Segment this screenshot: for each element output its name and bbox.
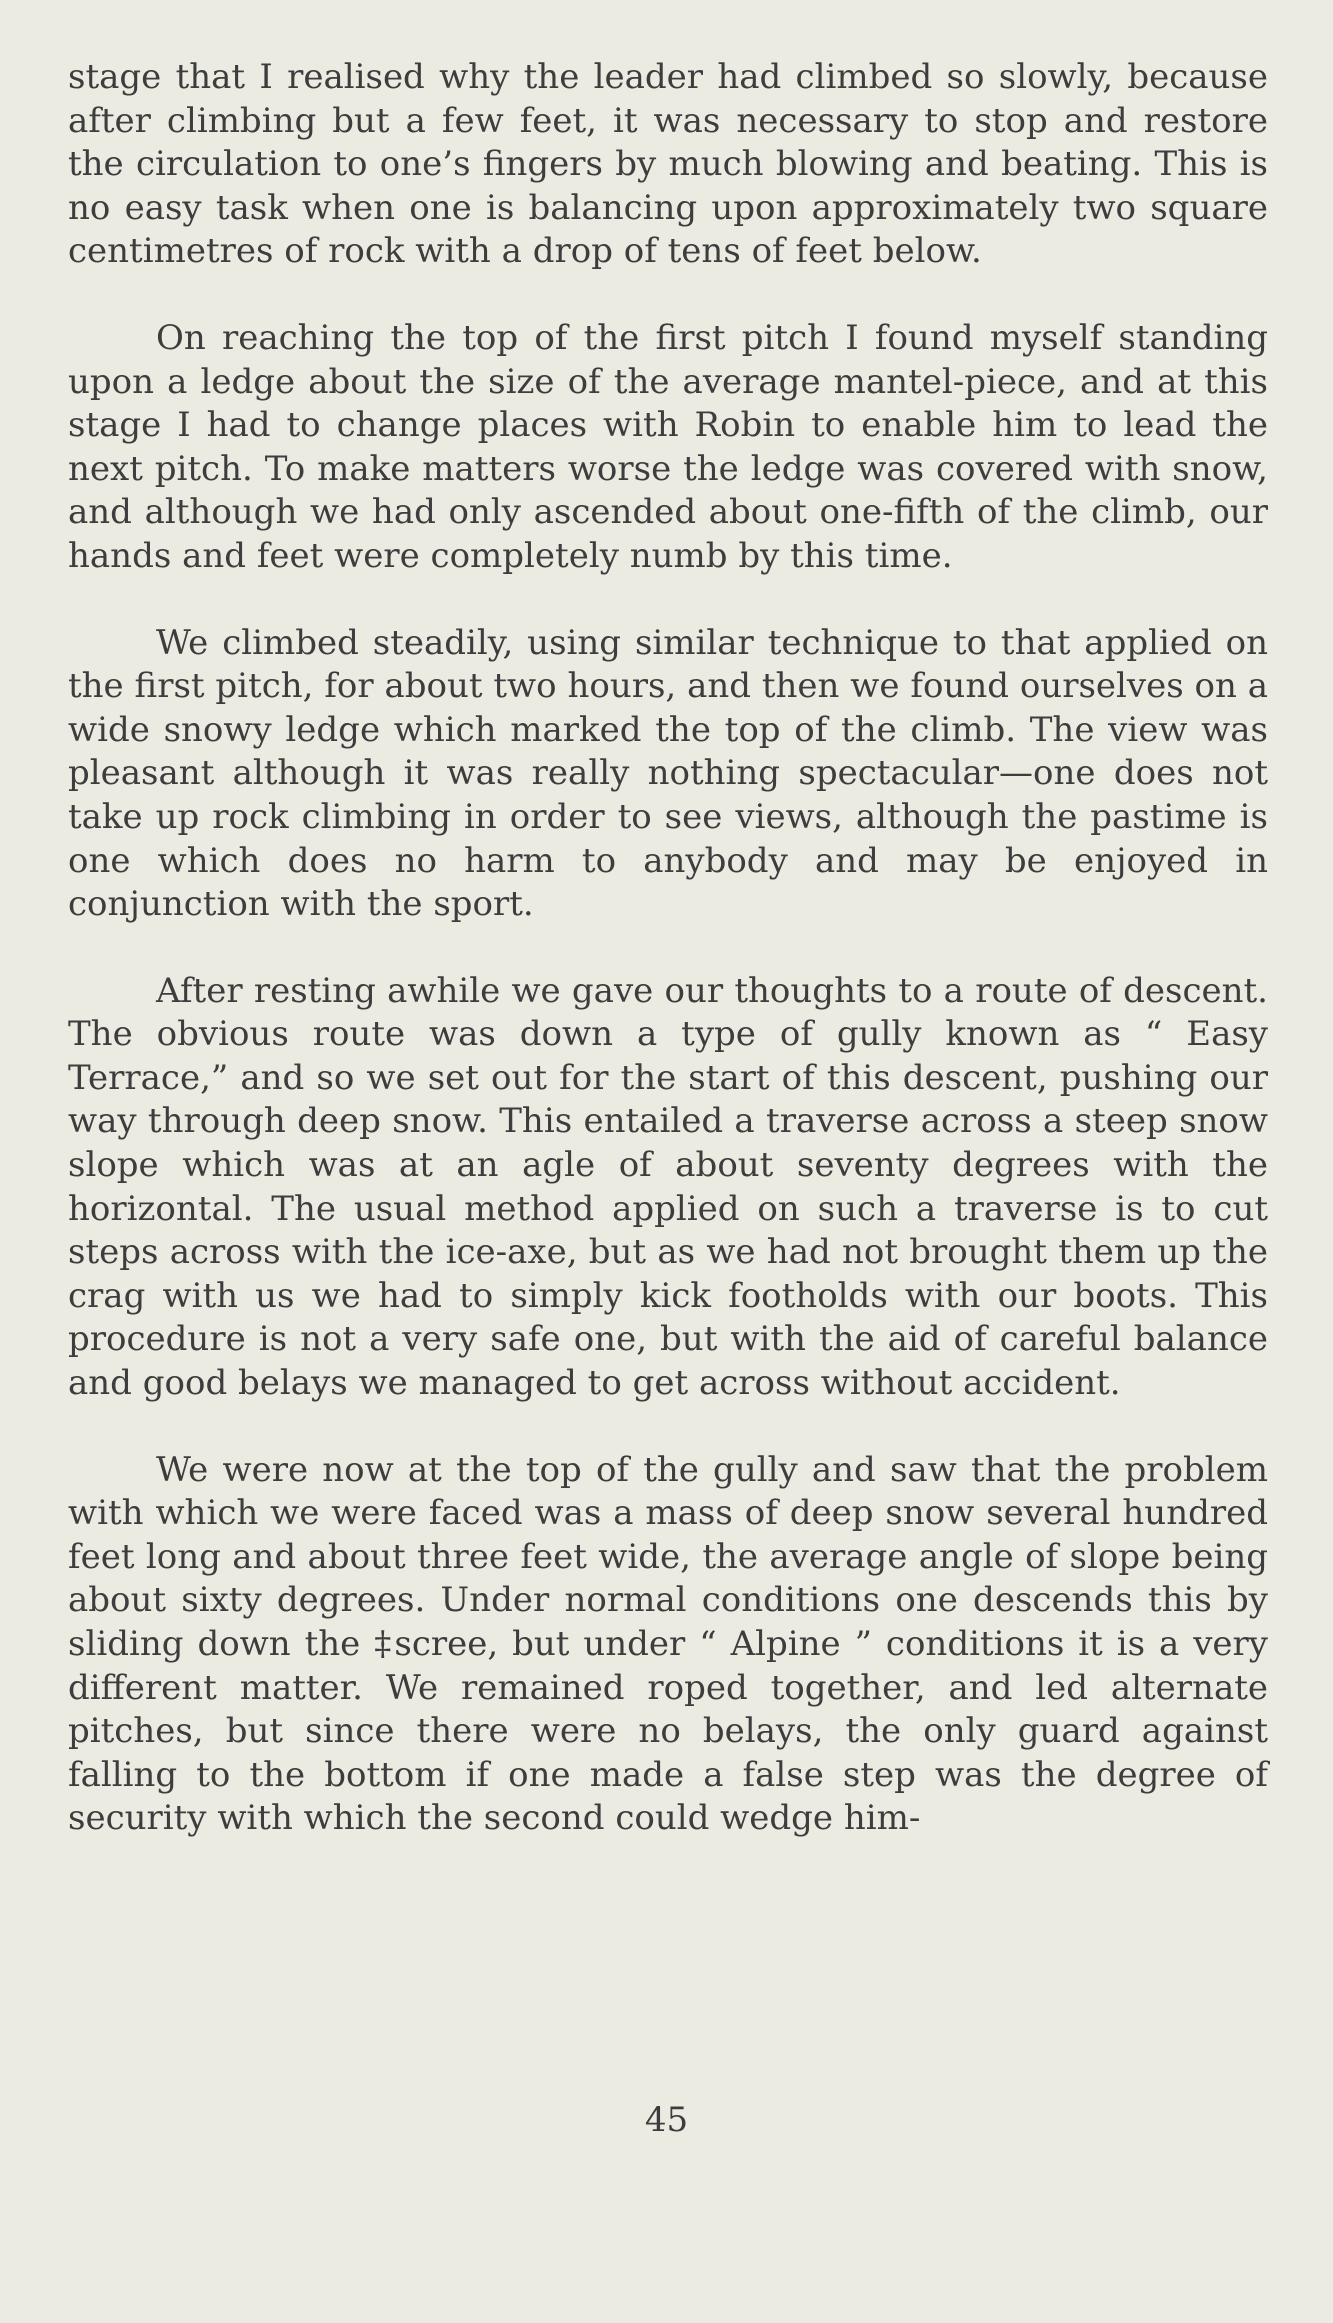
paragraph-4: After resting awhile we gave our thoughts to a route of descent. The obvious route was down a type of gully known as “ Easy Terrace,” and so we set out for the start of this descent, pushing our way through deep snow. This entailed a traverse across a steep snow slope which was at an agle of about seventy degrees with the horizontal. The usual method applied on such a traverse is to cut steps across with the ice-axe, but as we had not brought them up the crag with us we had to simply kick footholds with our boots. This procedure is not a very safe one, but with the aid of careful balance and good belays we managed to get across without accident. [68,970,1268,1404]
paragraph-3: We climbed steadily, using similar technique to that applied on the first pitch, for about two hours, and then we found ourselves on a wide snowy ledge which marked the top of the climb. The view was pleasant although it was really nothing spectacular—one does not take up rock climbing in order to see views, although the pastime is one which does no harm to anybody and may be enjoyed in conjunction with the sport. [68,622,1268,925]
page-number: 45 [644,2100,689,2140]
paragraph-2: On reaching the top of the first pitch I found myself standing upon a ledge about the size of the average mantel-piece, and at this stage I had to change places with Robin to enable him to lead the next pitch. To make matters worse the ledge was covered with snow, and although we had only ascended about one-fifth of the climb, our hands and feet were completely numb by this time. [68,317,1268,576]
paragraph-5: We were now at the top of the gully and saw that the problem with which we were faced was a mass of deep snow several hundred feet long and about three feet wide, the average angle of slope being about sixty degrees. Under normal conditions one descends this by sliding down the ‡scree, but under “ Alpine ” conditions it is a very different matter. We remained roped together, and led alternate pitches, but since there were no belays, the only guard against falling to the bottom if one made a false step was the degree of security with which the second could wedge him- [68,1449,1268,1839]
paragraph-1: stage that I realised why the leader had climbed so slowly, because after climbing but a few feet, it was necessary to stop and restore the circulation to one’s fingers by much blowing and beating. This is no easy task when one is balancing upon approximately two square centimetres of rock with a drop of tens of feet below. [68,57,1268,272]
body-text [68,56,1268,1841]
